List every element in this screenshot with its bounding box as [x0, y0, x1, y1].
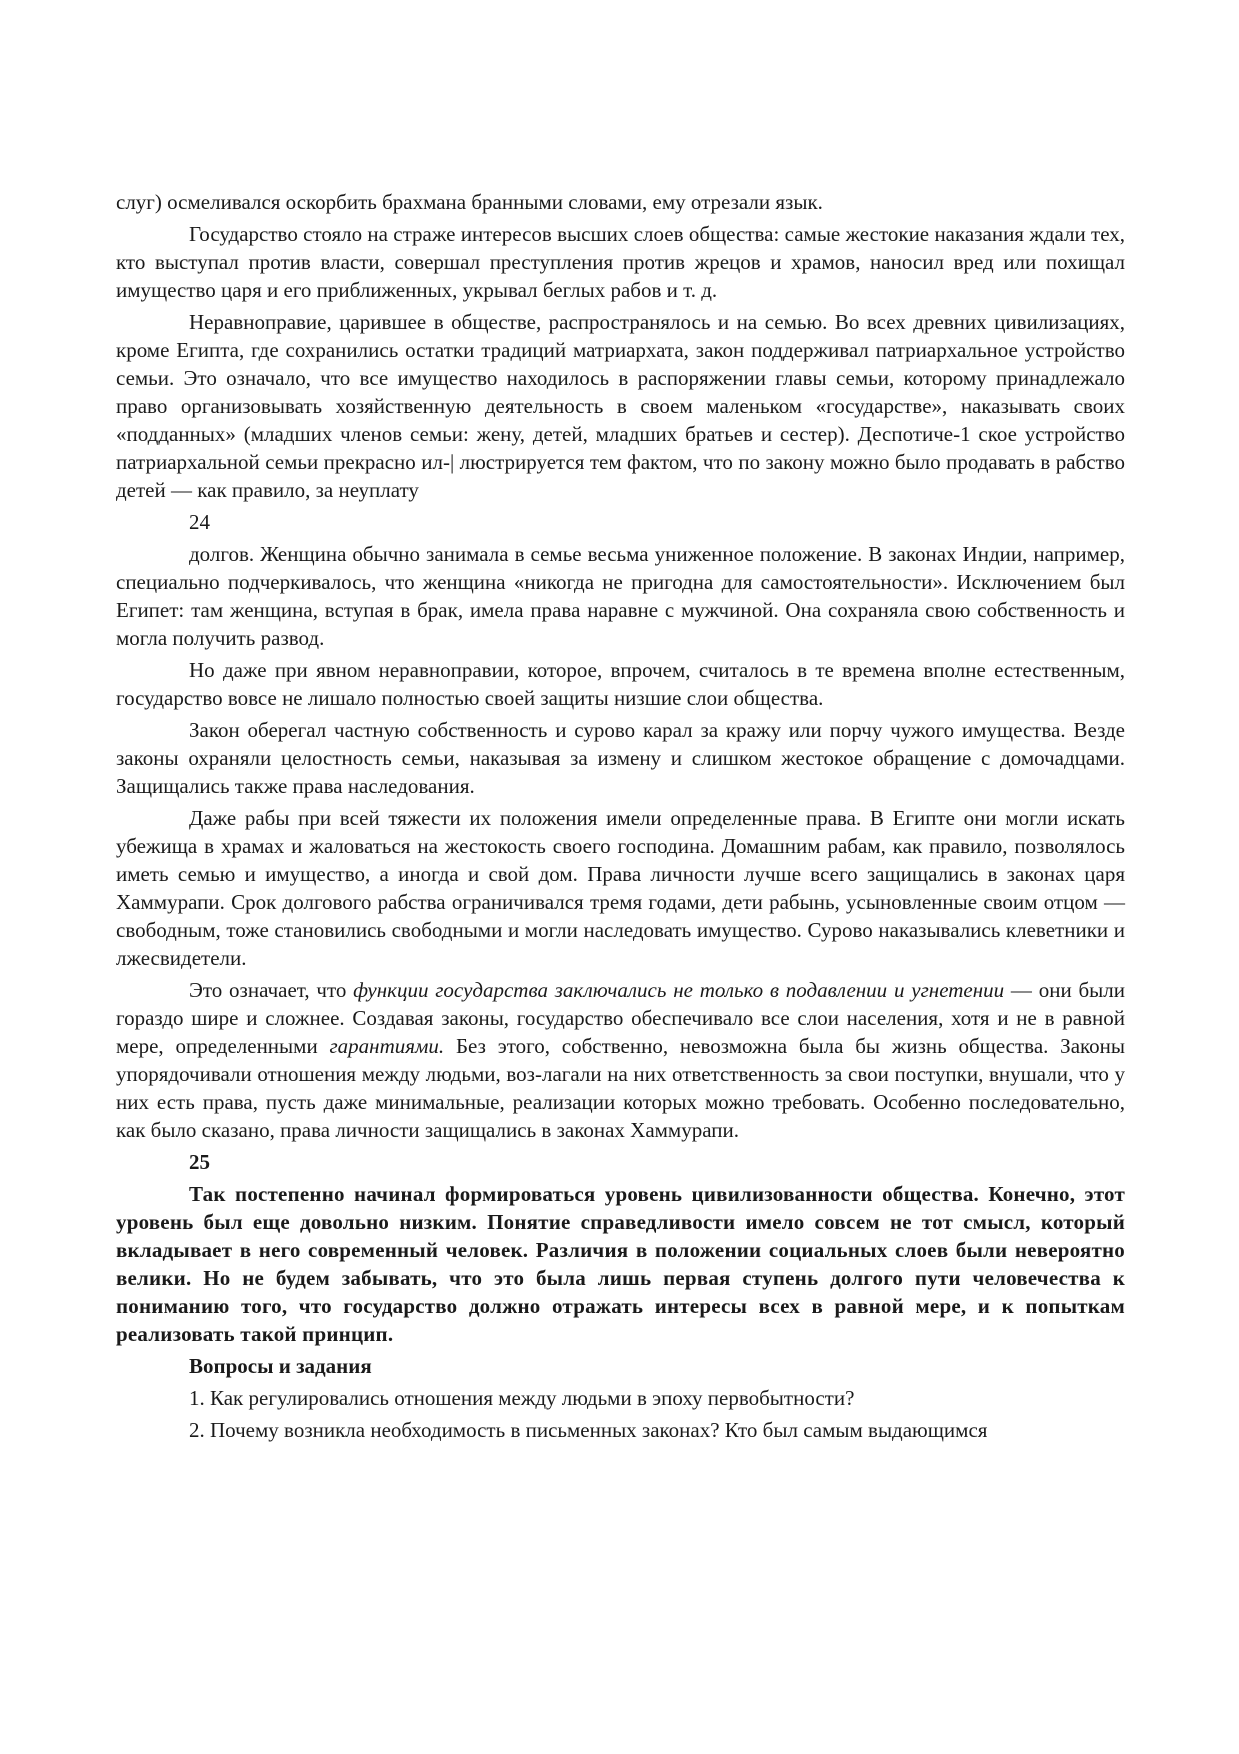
paragraph-9-bold: Так постепенно начинал формироваться уровень цивилизованности общества. Конечно, этот уровень был еще довольно низким. Понятие справедливости имело совсем не тот смысл, который вкладывает в него современный человек. Различия в положении социальных слоев были невероятно велики. Но не будем забывать, что это была лишь первая ступень долгого пути человечества к пониманию того, что государство должно отражать интересы всех в равной мере, и к попыткам реализовать такой принцип. [116, 1182, 1125, 1346]
paragraph-8 [116, 976, 1125, 1144]
question-1: 1. Как регулировались отношения между людьми в эпоху первобытности? [189, 1386, 855, 1410]
paragraph-8-emphasis-2: гарантиями. [329, 1034, 445, 1058]
paragraph-1: слуг) осмеливался оскорбить брахмана бранными словами, ему отрезали язык. [116, 190, 823, 214]
paragraph-8-middle: — они были гораздо шире и сложнее. Создавая законы, государство обеспечивало все слои населения, хотя и не в равной мере, определенными [116, 978, 1125, 1058]
paragraph-3: Неравноправие, царившее в обществе, распространялось и на семью. Во всех древних цивилизациях, кроме Египта, где сохранились остатки традиций матриархата, закон поддерживал патриархальное устройство семьи. Это означало, что все имущество находилось в распоряжении главы семьи, которому принадлежало право организовывать хозяйственную деятельность в своем маленьком «государстве», наказывать своих «подданных» (младших членов семьи: жену, детей, младших братьев и сестер). Деспотиче-1 ское устройство патриархальной семьи прекрасно ил-| люстрируется тем фактом, что по закону можно было продавать в рабство детей — как правило, за неуплату [116, 310, 1125, 502]
paragraph-8-start: Это означает, что [189, 978, 354, 1002]
paragraph-8-end: Без этого, собственно, невозможна была бы жизнь общества. Законы упорядочивали отношения между людьми, воз-лагали на них ответственность за свои поступки, внушали, что у них есть права, пусть даже минимальные, реализации которых можно требовать. Особенно последовательно, как было сказано, права личности защищались в законах Хаммурапи. [116, 1034, 1126, 1142]
paragraph-6: Закон оберегал частную собственность и сурово карал за кражу или порчу чужого имущества. Везде законы охраняли целостность семьи, наказывая за измену и слишком жестокое обращение с домочадцами. Защищались также права наследования. [116, 718, 1125, 798]
page-number-25: 25 [189, 1150, 210, 1174]
page-number-24: 24 [189, 510, 210, 534]
questions-heading: Вопросы и задания [189, 1354, 372, 1378]
paragraph-8-emphasis: функции государства заключались не только в подавлении и угнетении [353, 978, 1005, 1002]
paragraph-7: Даже рабы при всей тяжести их положения имели определенные права. В Египте они могли искать убежища в храмах и жаловаться на жестокость своего господина. Домашним рабам, как правило, позволялось иметь семью и имущество, а иногда и свой дом. Права личности лучше всего защищались в законах царя Хаммурапи. Срок долгового рабства ограничивался тремя годами, дети рабынь, усыновленные своим отцом — свободным, тоже становились свободными и могли наследовать имущество. Сурово наказывались клеветники и лжесвидетели. [116, 806, 1125, 970]
document-page [116, 188, 1125, 1448]
paragraph-2: Государство стояло на страже интересов высших слоев общества: самые жестокие наказания ждали тех, кто выступал против власти, совершал преступления против жрецов и храмов, наносил вред или похищал имущество царя и его приближенных, укрывал беглых рабов и т. д. [116, 222, 1125, 302]
paragraph-4: долгов. Женщина обычно занимала в семье весьма униженное положение. В законах Индии, например, специально подчеркивалось, что женщина «никогда не пригодна для самостоятельности». Исключением был Египет: там женщина, вступая в брак, имела права наравне с мужчиной. Она сохраняла свою собственность и могла получить развод. [116, 542, 1125, 650]
paragraph-5: Но даже при явном неравноправии, которое, впрочем, считалось в те времена вполне естественным, государство вовсе не лишало полностью своей защиты низшие слои общества. [116, 658, 1125, 710]
question-2: 2. Почему возникла необходимость в письменных законах? Кто был самым выдающимся [189, 1418, 988, 1442]
